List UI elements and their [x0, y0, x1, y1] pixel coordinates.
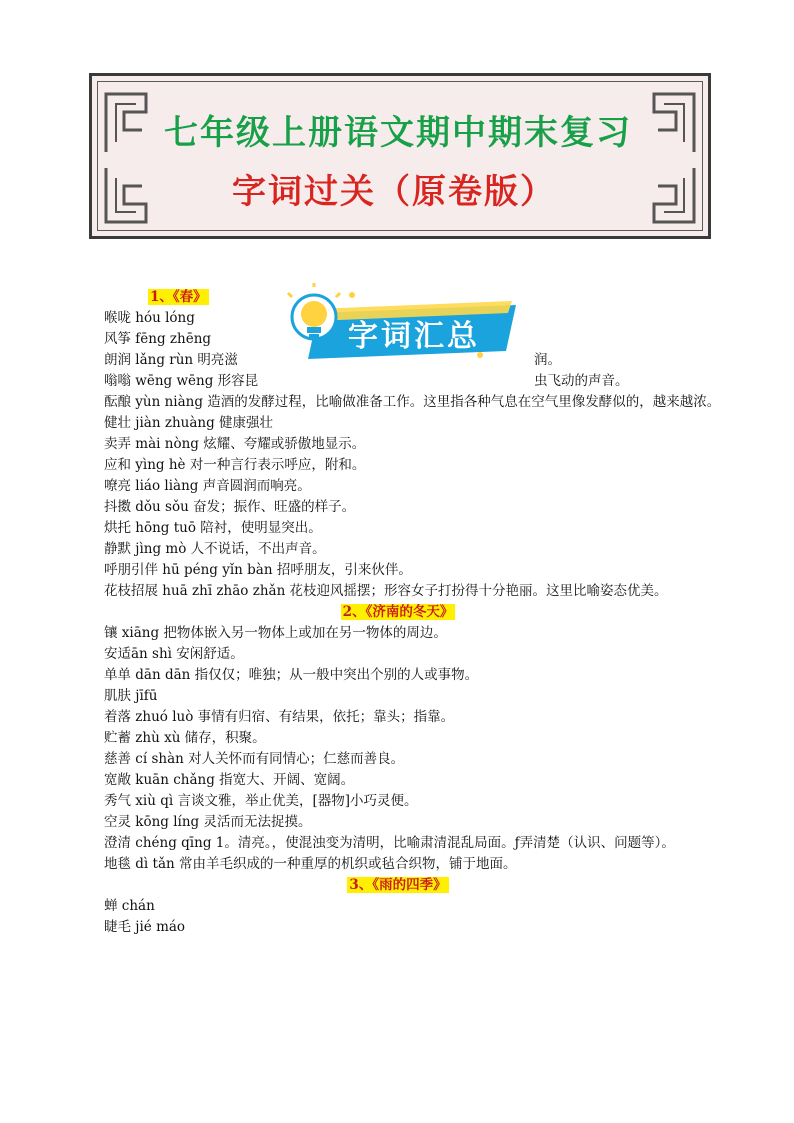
vocab-item: 呼朋引伴 hū péng yǐn bàn 招呼朋友，引来伙伴。	[104, 562, 412, 578]
section-heading-3: 3、《雨的四季》	[349, 877, 447, 893]
title-banner	[89, 73, 711, 239]
vocab-item: 澄清 chéng qīng 1。清亮。，使混浊变为清明，比喻肃清混乱局面。ƒ弄清楚（认识、问题等）。	[104, 835, 675, 851]
vocab-item: 卖弄 mài nòng 炫耀、夸耀或骄傲地显示。	[104, 436, 366, 452]
vocab-item: 秀气 xiù qì 言谈文雅，举止优美，[器物]小巧灵便。	[104, 793, 418, 809]
fret-ornament-top-left	[102, 86, 172, 156]
vocab-item: 镶 xiāng 把物体嵌入另一物体上或加在另一物体的周边。	[104, 625, 447, 641]
overlap-fragment-1: 润。	[534, 352, 561, 368]
vocab-item: 蝉 chán	[104, 898, 155, 914]
vocab-item: 酝酿 yùn niàng 造酒的发酵过程，比喻做准备工作。这里指各种气息在空气里像发酵似的，越来越浓。	[104, 394, 721, 410]
vocab-item: 贮蓄 zhù xù 储存，积聚。	[104, 730, 266, 746]
vocab-item: 单单 dān dān 指仅仅；唯独；从一般中突出个别的人或事物。	[104, 667, 479, 683]
vocab-item: 静默 jìng mò 人不说话，不出声音。	[104, 541, 326, 557]
vocab-item: 嗡嗡 wēng wēng 形容昆 虫飞动的声音。	[72, 371, 724, 392]
sticker-label: 字词汇总	[348, 319, 480, 354]
vocab-item: 健壮 jiàn zhuàng 健康强壮	[104, 415, 274, 431]
title-line-2: 字词过关（原卷版）	[232, 172, 556, 212]
section-heading-1: 1、《春》	[150, 289, 207, 305]
vocab-item: 安适ān shì 安闲舒适。	[104, 646, 244, 662]
vocab-item: 朗润 lǎng rùn 明亮滋 润。	[72, 350, 724, 371]
section-heading-2: 2、《济南的冬天》	[342, 604, 454, 620]
fret-ornament-bottom-right	[628, 164, 698, 230]
vocab-item: 睫毛 jié máo	[104, 919, 186, 935]
vocab-item: 着落 zhuó luò 事情有归宿、有结果，依托；靠头；指靠。	[104, 709, 455, 725]
vocab-item: 花枝招展 huā zhī zhāo zhǎn 花枝迎风摇摆；形容女子打扮得十分艳丽。这里比喻姿态优美。	[104, 583, 668, 599]
vocab-item: 宽敞 kuān chǎng 指宽大、开阔、宽阔。	[104, 772, 355, 788]
vocab-item: 应和 yìng hè 对一种言行表示呼应，附和。	[104, 457, 366, 473]
vocab-item: 嘹亮 liáo liàng 声音圆润而响亮。	[104, 478, 311, 494]
vocab-item: 肌肤 jīfū	[104, 688, 158, 704]
vocabulary-summary-sticker	[280, 283, 518, 363]
vocabulary-content	[72, 287, 724, 938]
vocab-item: 慈善 cí shàn 对人关怀而有同情心；仁慈而善良。	[104, 751, 405, 767]
vocab-item: 风筝 fēng zhēng	[104, 331, 212, 347]
vocab-item: 地毯 dì tǎn 常由羊毛织成的一种重厚的机织或毡合织物，铺于地面。	[104, 856, 517, 872]
vocab-item: 抖擞 dǒu sǒu 奋发；振作、旺盛的样子。	[104, 499, 356, 515]
vocab-item: 烘托 hōng tuō 陪衬，使明显突出。	[104, 520, 322, 536]
vocab-item: 喉咙 hóu lóng	[104, 310, 195, 326]
fret-ornament-bottom-left	[102, 164, 172, 230]
vocab-item: 空灵 kōng líng 灵活而无法捉摸。	[104, 814, 312, 830]
overlap-fragment-2: 虫飞动的声音。	[534, 373, 629, 389]
title-line-1: 七年级上册语文期中期末复习	[164, 113, 632, 153]
